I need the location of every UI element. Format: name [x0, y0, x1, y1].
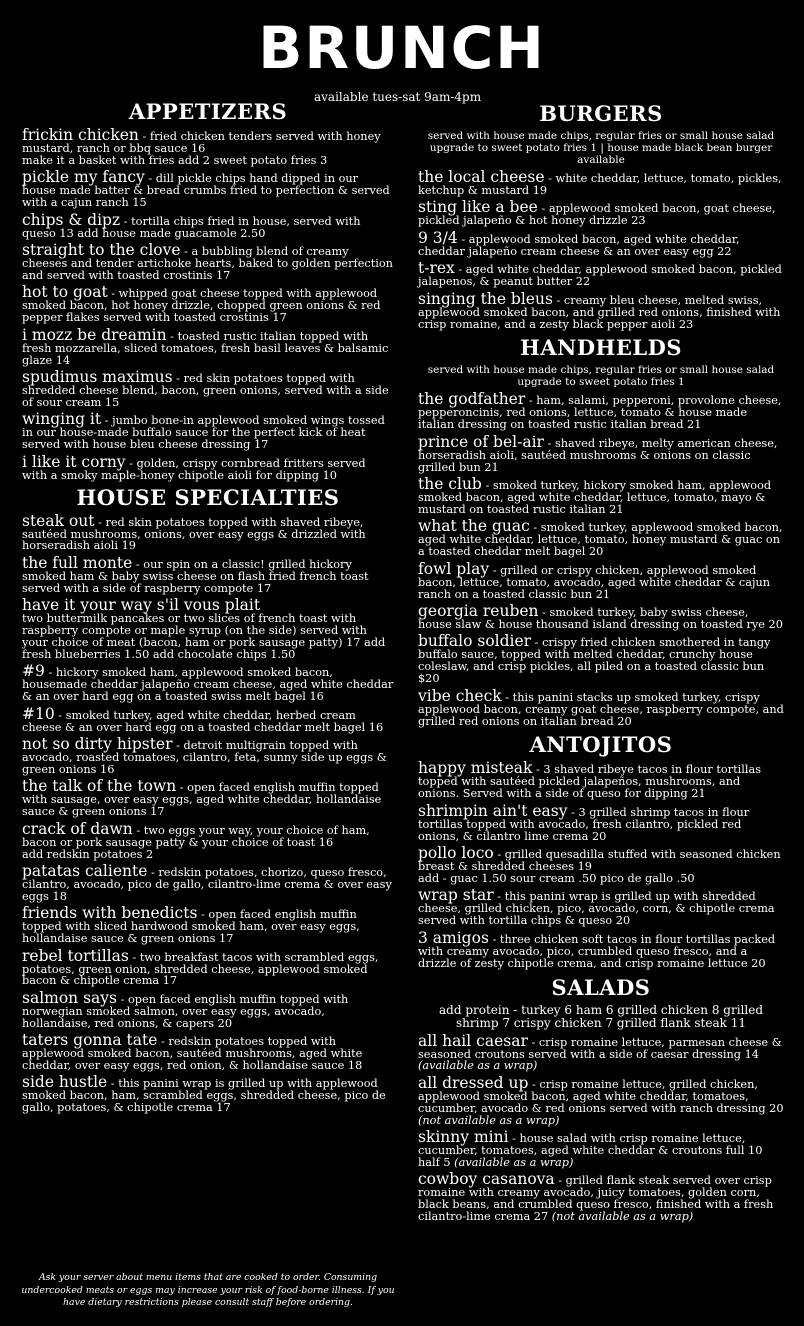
menu-item: [418, 846, 784, 885]
menu-item-description: - open faced english muffin topped with sliced hardwood smoked ham, over easy eggs, hollandaise sauce & green onions 17: [22, 908, 360, 946]
menu-item-description: - this panini wrap is grilled up with applewood smoked bacon, ham, scrambled eggs, shredded cheese, pico de gallo, potatoes, & chipotle crema 17: [22, 1077, 386, 1115]
menu-item-description: - applewood smoked bacon, goat cheese, pickled jalapeño & hot honey drizzle 23: [418, 202, 776, 228]
menu-item: [22, 367, 394, 409]
menu-item: [418, 228, 784, 258]
menu-item-name: i like it corny: [22, 452, 126, 471]
menu-item-name: the full monte: [22, 553, 133, 572]
menu-item: [22, 734, 394, 776]
menu-item-description: - this panini wrap is grilled up with shredded cheese, grilled chicken, pico, avocado, corn, & chipotle crema served with tortilla chips & queso 20: [418, 890, 775, 928]
menu-item-description: - 3 shaved ribeye tacos in flour tortillas topped with sautéed pickled jalapeños, mushrooms, and onions. Served with a side of queso for dipping 21: [418, 763, 761, 801]
menu-item-description: - smoked turkey, applewood smoked bacon, aged white cheddar, lettuce, tomato, honey mustard & guac on a toasted cheddar melt bagel 20: [418, 521, 783, 559]
menu-item-name: pollo loco: [418, 844, 494, 863]
handhelds-list: [418, 392, 784, 727]
burgers-list: [418, 170, 784, 330]
handhelds-heading: HANDHELDS: [519, 335, 683, 361]
menu-item-description: - applewood smoked bacon, aged white cheddar, cheddar jalapeño cream cheese & an over easy egg 22: [418, 232, 740, 258]
menu-item: [418, 801, 784, 843]
menu-item-name: have it your way s'il vous plait: [22, 596, 261, 615]
menu-item-name: friends with benedicts: [22, 904, 198, 923]
menu-item-description: - grilled or crispy chicken, applewood smoked bacon, lettuce, tomato, avocado, aged white cheddar & cajun ranch on a toasted classic bun 21: [418, 563, 770, 601]
menu-item-description: - two breakfast tacos with scrambled eggs, potatoes, green onion, shredded cheese, applewood smoked bacon & chipotle crema 17: [22, 950, 379, 988]
menu-item-name: #10: [22, 704, 55, 723]
menu-item: [22, 170, 394, 209]
menu-item-extra: add redskin potatoes 2: [22, 847, 154, 861]
menu-item-extra: two buttermilk pancakes or two slices of french toast with raspberry compote or maple syrup (on the side) served with your choice of meat (bacon, ham or pork sausage patty) 17 add fresh blueberries 1.50 add chocolate chips 1.50: [22, 612, 386, 661]
menu-item-name: i mozz be dreamin: [22, 325, 167, 344]
menu-item: [22, 988, 394, 1030]
menu-item: [418, 392, 784, 431]
menu-item-name: 3 amigos: [418, 928, 489, 947]
menu-item-wrap-note: (not available as a wrap): [548, 1210, 694, 1224]
menu-item: [22, 553, 394, 595]
appetizers-heading: APPETIZERS: [128, 99, 288, 124]
menu-item-name: buffalo soldier: [418, 632, 532, 651]
menu-item: [418, 1031, 784, 1073]
menu-item-description: - fried chicken tenders served with honey mustard, ranch or bbq sauce 16: [22, 130, 381, 155]
menu-item-description: - our spin on a classic! grilled hickory smoked ham & baby swiss cheese on flash fried french toast served with a side of raspberry compote 17: [22, 557, 369, 595]
menu-item-name: shrimpin ain't easy: [418, 801, 568, 820]
menu-item-description: - creamy bleu cheese, melted swiss, applewood smoked bacon, and grilled red onions, finished with crisp romaine, and a zesty black pepper aioli 23: [418, 293, 781, 331]
menu-title: BRUNCH: [258, 14, 546, 82]
menu-item-description: - three chicken soft tacos in flour tortillas packed with creamy avocado, pico, crumbled queso fresco, and a drizzle of zesty chipotle crema, and crisp romaine lettuce 20: [418, 932, 776, 970]
menu-item-name: spudimus maximus: [22, 367, 173, 386]
menu-item: [418, 634, 784, 685]
menu-item-name: winging it: [22, 410, 102, 429]
menu-item-wrap-note: (available as a wrap): [418, 1059, 538, 1073]
antojitos-list: [418, 761, 784, 969]
menu-item-name: the club: [418, 475, 482, 494]
menu-item-name: straight to the clove: [22, 241, 181, 260]
menu-item-description: - house salad with crisp romaine lettuce, cucumber, tomatoes, aged white cheddar & croutons full 10 half 5: [418, 1132, 763, 1169]
menu-item-name: #9: [22, 662, 45, 681]
menu-item-name: taters gonna tate: [22, 1031, 158, 1050]
burgers-note: served with house made chips, regular fries or small house salad upgrade to sweet potato fries 1 | house made black bean burger available: [427, 130, 775, 166]
menu-item-description: - open faced english muffin topped with sausage, over easy eggs, aged white cheddar, hollandaise sauce & green onions 17: [22, 781, 382, 819]
menu-item: [418, 1172, 784, 1223]
menu-item-description: - open faced english muffin topped with norwegian smoked salmon, over easy eggs, avocado, hollandaise, red onions, & capers 20: [22, 992, 349, 1030]
menu-item-description: - jumbo bone-in applewood smoked wings tossed in our house-made buffalo sauce for the perfect kick of heat served with house bleu cheese dressing 17: [22, 414, 385, 452]
menu-item: [22, 598, 394, 661]
menu-item: [418, 200, 784, 227]
menu-item: [418, 761, 784, 800]
menu-item-wrap-note: (not available as a wrap): [418, 1113, 560, 1127]
menu-item-description: - detroit multigrain topped with avocado, roasted tomatoes, cilantro, feta, sunny side up eggs & green onions 16: [22, 738, 387, 776]
menu-item-name: patatas caliente: [22, 861, 148, 880]
menu-item: [22, 946, 394, 988]
menu-item: [22, 819, 394, 861]
menu-item-description: - a bubbling blend of creamy cheeses and tender artichoke hearts, baked to golden perfection and served with toasted crostinis 17: [22, 245, 393, 282]
menu-item-description: - tortilla chips fried in house, served with queso 13 add house made guacamole 2.50: [22, 214, 361, 240]
menu-item-name: pickle my fancy: [22, 168, 145, 187]
salads-note: add protein - turkey 6 ham 6 grilled chicken 8 grilled shrimp 7 crispy chicken 7 grilled flank steak 11: [439, 1002, 763, 1030]
menu-item: [22, 243, 394, 282]
menu-item-name: steak out: [22, 511, 95, 530]
menu-item: [418, 686, 784, 728]
menu-item-description: - white cheddar, lettuce, tomato, pickles, ketchup & mustard 19: [418, 172, 782, 197]
menu-item-name: frickin chicken: [22, 126, 139, 144]
menu-item-description: - golden, crispy cornbread fritters served with a smoky maple-honey chipotle aioli for dipping 10: [22, 456, 366, 482]
menu-item-description: - 3 grilled shrimp tacos in flour tortillas topped with avocado, fresh cilantro, pickled red onions, & cilantro lime crema 20: [418, 805, 750, 843]
house-specialties-list: [22, 511, 394, 1115]
menu-item-name: hot to goat: [22, 283, 108, 302]
menu-item-description: - grilled quesadilla stuffed with seasoned chicken breast & shredded cheeses 19: [418, 848, 781, 874]
menu-item-description: - smoked turkey, aged white cheddar, herbed cream cheese & an over hard egg on a toasted cheddar melt bagel 16: [22, 708, 384, 734]
menu-item-description: - shaved ribeye, melty american cheese, horseradish aioli, sautéed mushrooms & onions on classic grilled bun 21: [418, 436, 778, 474]
menu-item: [22, 1075, 394, 1114]
menu-item-name: not so dirty hipster: [22, 734, 173, 753]
menu-item: [418, 477, 784, 516]
menu-item: [22, 325, 394, 367]
menu-item-description: - ham, salami, pepperoni, provolone cheese, pepperoncinis, red onions, lettuce, tomato & house made italian dressing on toasted rustic italian bread 21: [418, 394, 782, 432]
menu-item-description: - crispy fried chicken smothered in tangy buffalo sauce, topped with melted cheddar, crunchy house coleslaw, and crisp pickles, all piled on a toasted classic bun $20: [418, 636, 771, 686]
menu-item-name: prince of bel-air: [418, 432, 544, 451]
burgers-heading: BURGERS: [539, 101, 663, 126]
menu-item: [418, 604, 784, 631]
house-specialties-heading: HOUSE SPECIALTIES: [76, 484, 340, 510]
menu-item: [22, 452, 394, 482]
menu-item: [22, 285, 394, 324]
menu-item-name: salmon says: [22, 988, 117, 1007]
menu-item-name: crack of dawn: [22, 819, 133, 838]
menu-item-description: - toasted rustic italian topped with fresh mozzarella, sliced tomatoes, fresh basil leaves & balsamic glaze 14: [22, 329, 389, 367]
menu-item-extra: make it a basket with fries add 2 sweet potato fries 3: [22, 153, 328, 167]
availability-note: available tues-sat 9am-4pm: [314, 90, 482, 104]
handhelds-note: served with house made chips, regular fries or small house salad upgrade to sweet potato fries 1: [427, 364, 775, 389]
menu-item: [418, 519, 784, 558]
menu-item-description: - this panini stacks up smoked turkey, crispy applewood bacon, creamy goat cheese, raspberry compote, and grilled red onions on italian bread 20: [418, 690, 784, 728]
menu-item-description: - aged white cheddar, applewood smoked bacon, pickled jalapenos, & peanut butter 22: [418, 263, 782, 289]
left-column: [22, 98, 394, 1118]
menu-item-name: 9 3/4: [418, 228, 458, 247]
menu-item-name: rebel tortillas: [22, 946, 129, 965]
menu-item-description: - redskin potatoes, chorizo, queso fresco, cilantro, avocado, pico de gallo, cilantro-lime crema & over easy eggs 18: [22, 865, 392, 903]
right-column: [418, 100, 784, 1227]
menu-item-description: - two eggs your way, your choice of ham, bacon or pork sausage patty & your choice of toast 16: [22, 823, 370, 849]
menu-item: [22, 779, 394, 818]
menu-item-name: skinny mini: [418, 1128, 509, 1147]
menu-item-name: georgia reuben: [418, 602, 539, 620]
menu-item-description: - grilled flank steak served over crisp romaine with creamy avocado, juicy tomatoes, golden corn, black beans, and crumbled queso fresco, finished with a fresh cilantro-lime crema 27: [418, 1174, 774, 1224]
food-safety-footer: Ask your server about menu items that are cooked to order. Consuming undercooked meats or eggs may increase your risk of food-borne illness. If you have dietary restrictions please consult staff before ordering.: [21, 1272, 395, 1308]
menu-item-name: what the guac: [418, 517, 530, 536]
menu-item-description: - smoked turkey, baby swiss cheese, house slaw & house thousand island dressing on toasted rye 20: [418, 606, 783, 631]
menu-item: [22, 412, 394, 451]
menu-item-name: t-rex: [418, 259, 455, 278]
menu-item: [418, 888, 784, 927]
appetizers-list: [22, 128, 394, 482]
menu-item-name: wrap star: [418, 886, 494, 905]
menu-item: [418, 261, 784, 288]
menu-item: [22, 704, 394, 734]
menu-item-wrap-note: (available as a wrap): [450, 1155, 574, 1169]
menu-item-description: - crisp romaine lettuce, parmesan cheese & seasoned croutons served with a side of caesar dressing 14: [418, 1035, 782, 1061]
menu-item: [22, 210, 394, 240]
menu-item-description: - dill pickle chips hand dipped in our house made batter & bread crumbs fried to perfection & served with a cajun ranch 15: [22, 172, 390, 210]
salads-heading: SALADS: [551, 974, 651, 1000]
menu-item-description: - smoked turkey, hickory smoked ham, applewood smoked bacon, aged white cheddar, lettuce, tomato, mayo & mustard on toasted rustic italian 21: [418, 479, 772, 516]
menu-item: [22, 906, 394, 945]
menu-item-name: sting like a bee: [418, 198, 538, 217]
menu-item-description: - red skin potatoes topped with shaved ribeye, sautéed mushrooms, onions, over easy eggs & drizzled with horseradish aioli 19: [22, 515, 366, 553]
antojitos-heading: ANTOJITOS: [529, 732, 673, 758]
menu-item-name: happy misteak: [418, 759, 533, 778]
menu-item-name: all hail caesar: [418, 1031, 528, 1050]
menu-item: [22, 511, 394, 553]
menu-item-extra: add - guac 1.50 sour cream .50 pico de gallo .50: [418, 871, 695, 885]
menu-item-description: - hickory smoked ham, applewood smoked bacon, housemade cheddar jalapeño cream cheese, aged white cheddar & an over hard egg on a toasted swiss melt bagel 16: [22, 666, 394, 704]
menu-item-name: cowboy casanova: [418, 1170, 555, 1189]
menu-item: [418, 432, 784, 474]
menu-item: [418, 170, 784, 197]
menu-item: [418, 289, 784, 331]
menu-item-description: - red skin potatoes topped with shredded cheese blend, bacon, green onions, served with a side of sour cream 15: [22, 371, 389, 409]
menu-item: [418, 1130, 784, 1169]
menu-item-name: all dressed up: [418, 1073, 529, 1092]
menu-item: [418, 1073, 784, 1127]
menu-item: [22, 664, 394, 703]
menu-item-name: chips & dipz: [22, 210, 121, 229]
menu-item-name: the local cheese: [418, 168, 545, 186]
menu-item-name: singing the bleus: [418, 289, 553, 308]
menu-item-name: the talk of the town: [22, 777, 177, 796]
menu-item-description: - whipped goat cheese topped with applewood smoked bacon, hot honey drizzle, chopped green onions & red pepper flakes served with toasted crostinis 17: [22, 287, 381, 325]
menu-item: [418, 559, 784, 601]
menu-item: [22, 1033, 394, 1072]
menu-item-name: fowl play: [418, 559, 490, 578]
menu-item: [22, 861, 394, 903]
menu-item-description: - redskin potatoes topped with applewood smoked bacon, sautéed mushrooms, aged white cheddar, over easy eggs, red onion, & hollandaise sauce 18: [22, 1035, 363, 1073]
menu-item-description: - crisp romaine lettuce, grilled chicken, applewood smoked bacon, aged white cheddar, tomatoes, cucumber, avocado & red onions served with ranch dressing 20: [418, 1077, 784, 1115]
menu-item: [22, 128, 394, 167]
salads-list: [418, 1031, 784, 1224]
menu-item-name: vibe check: [418, 686, 502, 705]
menu-item-name: side hustle: [22, 1073, 108, 1092]
menu-item-name: the godfather: [418, 390, 526, 409]
menu-item: [418, 928, 784, 970]
